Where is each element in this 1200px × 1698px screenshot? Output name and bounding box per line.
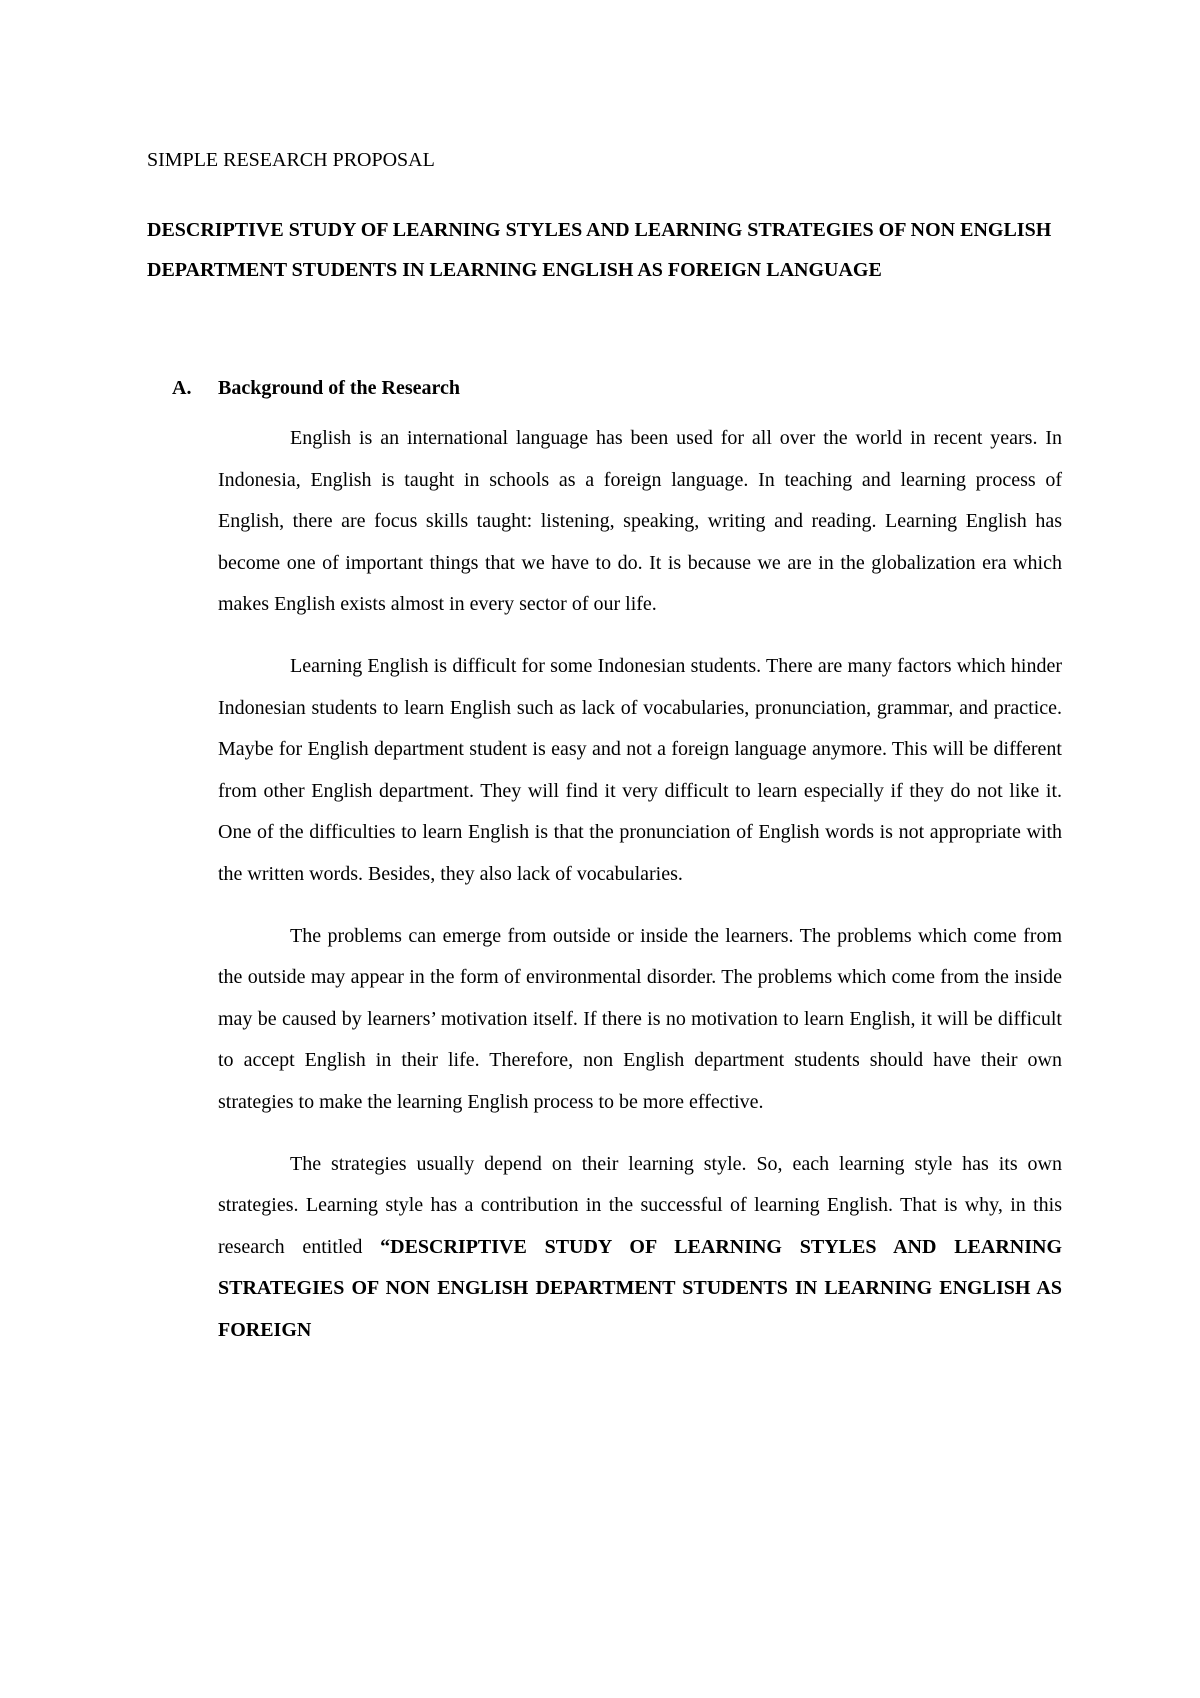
section-heading	[172, 376, 460, 400]
paragraph-1: English is an international language has been used for all over the world in recent years. In Indonesia, English is taught in schools as a foreign language. In teaching and learning process of English, there are focus skills taught: listening, speaking, writing and reading. Learning English has become one of important things that we have to do. It is because we are in the globalization era which makes English exists almost in every sector of our life.	[218, 427, 1062, 616]
paragraph-4-text: The strategies usually depend on their learning style. So, each learning style has its own strategies. Learning style has a contribution in the successful of learning English. That is why, in this research entitled	[218, 1152, 1062, 1258]
paragraph-4	[218, 1144, 1062, 1352]
document-title: DESCRIPTIVE STUDY OF LEARNING STYLES AND LEARNING STRATEGIES OF NON ENGLISH DEPARTMENT STUDENTS IN LEARNING ENGLISH AS FOREIGN LANGUAGE	[147, 219, 1052, 281]
section-heading-text: Background of the Research	[218, 377, 461, 399]
document-label: SIMPLE RESEARCH PROPOSAL	[147, 149, 435, 171]
paragraph-3: The problems can emerge from outside or inside the learners. The problems which come from the outside may appear in the form of environmental disorder. The problems which come from the inside may be caused by learners’ motivation itself. If there is no motivation to learn English, it will be difficult to accept English in their life. Therefore, non English department students should have their own strategies to make the learning English process to be more effective.	[218, 924, 1062, 1113]
section-number: A.	[172, 377, 192, 399]
paragraph-4-research-title: “DESCRIPTIVE STUDY OF LEARNING STYLES AND LEARNING STRATEGIES OF NON ENGLISH DEPARTMENT STUDENTS IN LEARNING ENGLISH AS FOREIGN	[218, 1235, 1062, 1341]
section-body	[218, 418, 1062, 1371]
paragraph-2: Learning English is difficult for some Indonesian students. There are many factors which hinder Indonesian students to learn English such as lack of vocabularies, pronunciation, grammar, and practice. Maybe for English department student is easy and not a foreign language anymore. This will be different from other English department. They will find it very difficult to learn especially if they do not like it. One of the difficulties to learn English is that the pronunciation of English words is not appropriate with the written words. Besides, they also lack of vocabularies.	[218, 654, 1062, 885]
